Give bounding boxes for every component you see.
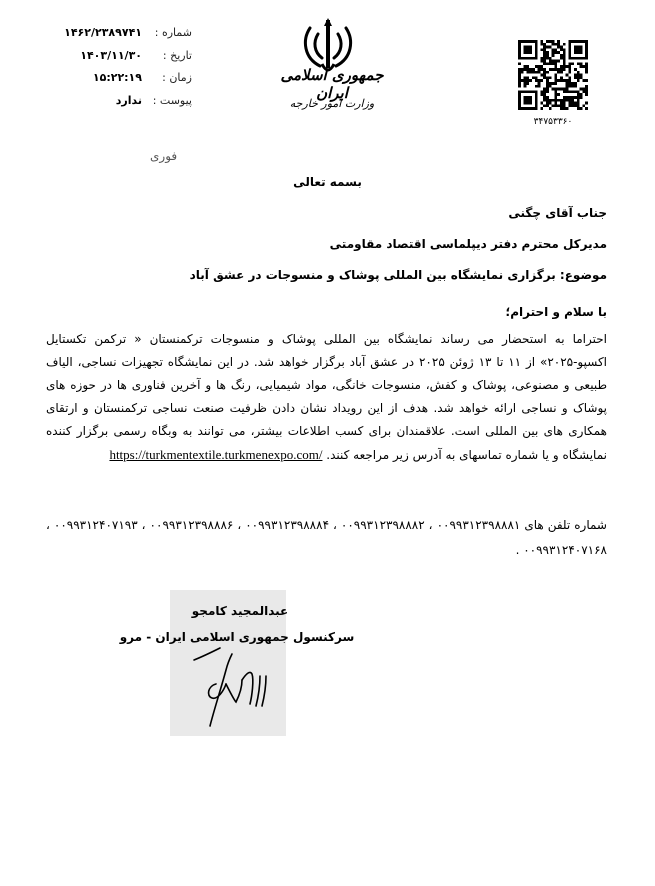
iran-emblem-icon [296,14,360,74]
date-value: ۱۴۰۳/۱۱/۳۰ [80,48,142,62]
urgency-label: فوری [150,149,178,163]
subject: موضوع: برگزاری نمایشگاه بین المللی پوشاک و منسوجات در عشق آباد [189,268,607,282]
body-paragraph: احتراما به استحضار می رساند نمایشگاه بین المللی پوشاک و منسوجات ترکمنستان « ترکمن تکستایل اکسپو-۲۰۲۵» از ۱۱ تا ۱۳ ژوئن ۲۰۲۵ در عشق آباد برگزار خواهد شد. در این نمایشگاه تجهیزات نساجی، الیاف طبیعی و مصنوعی، پوشاک و کفش، منسوجات خانگی، مواد شیمیایی، رنگ ها و آخرین فناوری ها در حوزه های پوشاک و نساجی ارائه خواهد شد. هدف از این رویداد نشان دادن ظرفیت صنعت نساجی ترکمنستان و ارتقای همکاری های بین المللی است. علاقمندان برای کسب اطلاعات بیشتر، می توانند به وبگاه رسمی برگزار کننده نمایشگاه و یا شماره تماسهای به آدرس زیر مراجعه کنند. [46,332,607,462]
date-label: تاریخ : [162,48,192,62]
letter-body [46,328,607,467]
bismillah: بسمه تعالی [293,175,362,189]
qr-number: ۳۴۷۵۳۳۶۰ [533,117,573,127]
time-label: زمان : [162,71,192,84]
phone-numbers: شماره تلفن های ۰۰۹۹۳۱۲۳۹۸۸۸۱ ، ۰۰۹۹۳۱۲۳۹۸۸۸۲ ، ۰۰۹۹۳۱۲۳۹۸۸۸۴ ، ۰۰۹۹۳۱۲۳۹۸۸۸۶ ، ۰۰۹۹۳۱۲۴۰۷۱۹۳ ، ۰۰۹۹۳۱۲۴۰۷۱۶۸ . [46,518,607,557]
number-label: شماره : [154,26,192,39]
meta-number [52,22,192,45]
number-value: ۱۴۶۲/۲۳۸۹۷۴۱ [64,26,142,39]
signer-name: عبدالمجید کامجو [191,604,289,618]
expo-website-link[interactable]: https://turkmentextile.turkmenexpo.com/ [109,447,323,462]
recipient-title: مدیرکل محترم دفتر دیپلماسی اقتصاد مقاومتی [329,237,607,251]
qr-code-icon [518,40,588,110]
signer-title: سرکنسول جمهوری اسلامی ایران - مرو [119,630,355,644]
meta-date [52,45,192,68]
time-value: ۱۵:۲۲:۱۹ [92,71,142,84]
recipient: جناب آقای چگنی [508,206,607,220]
handwritten-signature [180,640,280,732]
attachment-value: ندارد [115,93,142,107]
meta-attachment [52,90,192,113]
ministry-name: وزارت امور خارجه [289,97,375,110]
greeting: با سلام و احترام؛ [505,305,607,319]
attachment-label: پیوست : [152,93,192,107]
letter-meta [52,22,192,112]
meta-time [52,67,192,90]
government-name: جمهوری اسلامی ایران [280,66,384,102]
